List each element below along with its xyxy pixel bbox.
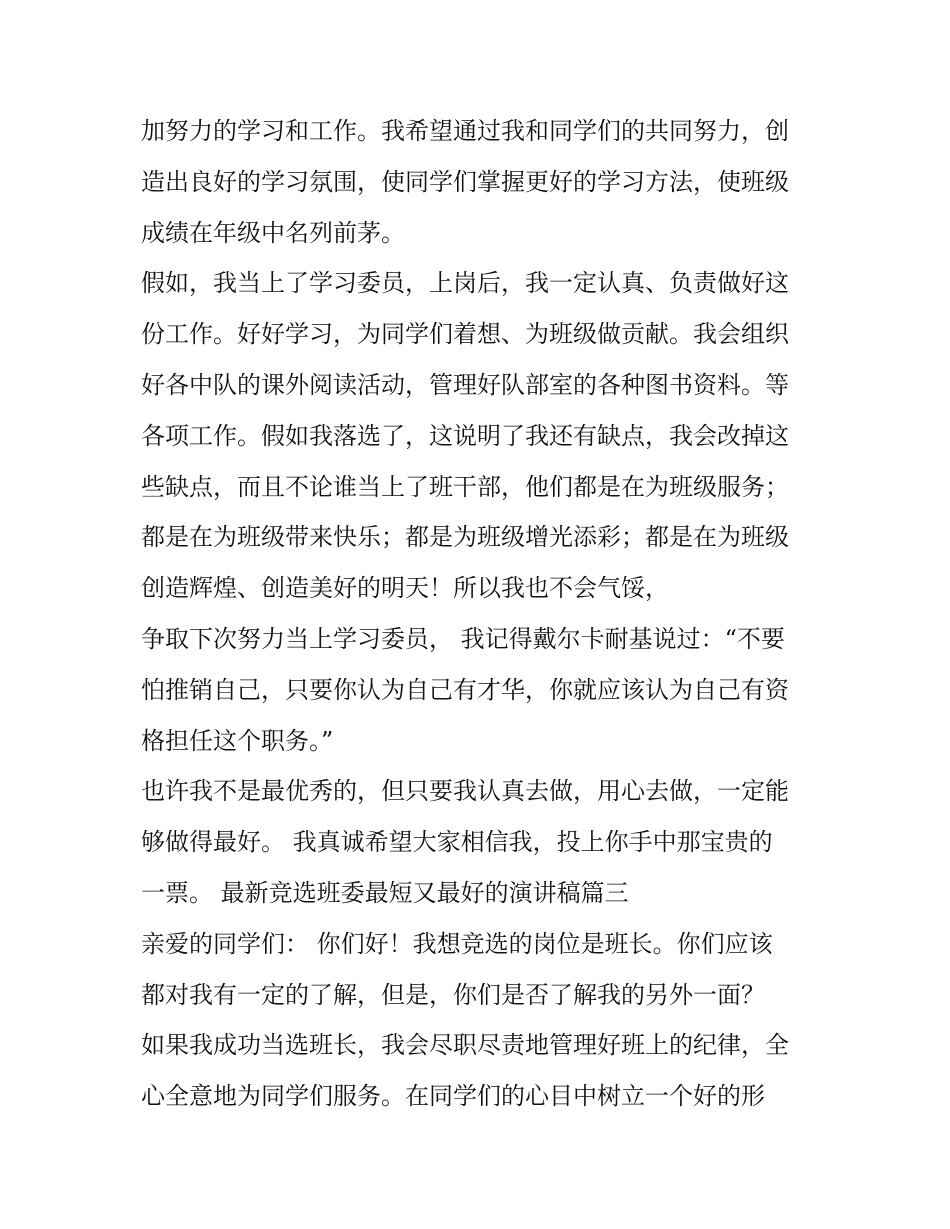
text-line: 争取下次努力当上学习委员， 我记得戴尔卡耐基说过：“不要	[141, 624, 785, 653]
text-line: 够做得最好。 我真诚希望大家相信我，投上你手中那宝贵的	[141, 828, 773, 857]
text-line: 假如，我当上了学习委员，上岗后，我一定认真、负责做好这	[141, 269, 789, 298]
text-line: 造出良好的学习氛围，使同学们掌握更好的学习方法，使班级	[141, 167, 789, 196]
text-line: 格担任这个职务。”	[141, 726, 334, 755]
text-line: 都是在为班级带来快乐；都是为班级增光添彩；都是在为班级	[141, 523, 789, 552]
text-line: 一票。 最新竞选班委最短又最好的演讲稿篇三	[141, 878, 629, 907]
text-line: 心全意地为同学们服务。在同学们的心目中树立一个好的形	[141, 1082, 765, 1111]
text-line: 都对我有一定的了解，但是，你们是否了解我的另外一面？	[141, 980, 765, 1009]
text-line: 亲爱的同学们： 你们好！我想竞选的岗位是班长。你们应该	[141, 929, 773, 958]
speech-text-block	[141, 106, 813, 1122]
text-line: 好各中队的课外阅读活动，管理好队部室的各种图书资料。等	[141, 370, 789, 399]
text-line: 份工作。好好学习，为同学们着想、为班级做贡献。我会组织	[141, 320, 789, 349]
text-line: 加努力的学习和工作。我希望通过我和同学们的共同努力，创	[141, 117, 789, 145]
text-line: 些缺点，而且不论谁当上了班干部，他们都是在为班级服务；	[141, 472, 789, 501]
text-line: 成绩在年级中名列前茅。	[141, 218, 405, 247]
text-line: 各项工作。假如我落选了，这说明了我还有缺点，我会改掉这	[141, 421, 789, 450]
text-line: 怕推销自己，只要你认为自己有才华，你就应该认为自己有资	[141, 675, 789, 704]
text-line: 也许我不是最优秀的，但只要我认真去做，用心去做，一定能	[141, 777, 789, 806]
text-line: 如果我成功当选班长，我会尽职尽责地管理好班上的纪律，全	[141, 1031, 789, 1060]
text-line: 创造辉煌、创造美好的明天！所以我也不会气馁，	[141, 574, 669, 603]
